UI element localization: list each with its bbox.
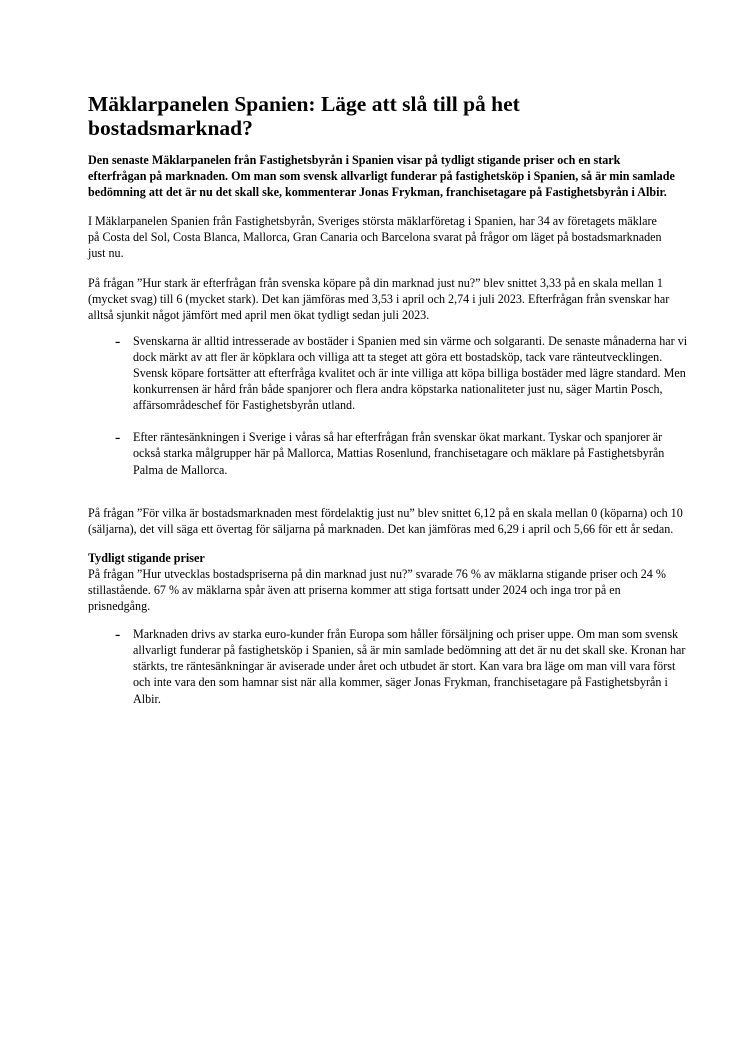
document-page [88, 92, 688, 723]
quote-frykman: Marknaden drivs av starka euro-kunder från Europa som håller försäljning och priser uppe. Om man som svensk allvarligt funderar på fastighetsköp i Spanien, så är min samlade bedömning att det är nu det skall ske. Kronan har stärkts, tre räntesänkningar är aviserade under året och utbudet är stort. Kan vara bra läge om man vill vara först och inte vara den som hamnar sist när alla kommer, säger Jonas Frykman, franchisetagare på Fastighetsbyrån i Albir. [133, 627, 686, 706]
article-lead: Den senaste Mäklarpanelen från Fastighetsbyrån i Spanien visar på tydligt stigande priser och en stark efterfrågan på marknaden. Om man som svensk allvarligt funderar på fastighetsköp i Spanien, så är min samlade bedömning att det är nu det skall ske, kommenterar Jonas Frykman, franchisetagare på Fastighetsbyrån i Albir. [88, 153, 675, 200]
quote-posch: Svenskarna är alltid intresserade av bostäder i Spanien med sin värme och solgaranti. De senaste månaderna har vi dock märkt av att fler är köpklara och villiga att ta steget att göra ett bostadsköp, tack vare ränteutvecklingen. Svensk köpare fortsätter att efterfråga kvalitet och är inte villiga att köpa billiga bostäder med lägre standard. Men konkurrensen är hård från både spanjorer och flera andra köpstarka nationaliteter just nu, säger Martin Posch, affärsområdeschef för Fastighetsbyrån utland. [133, 333, 688, 413]
quote-bullet-frykman [88, 626, 688, 706]
paragraph-intro: I Mäklarpanelen Spanien från Fastighetsbyrån, Sveriges största mäklarföretag i Spanien, har 34 av företagets mäklare på Costa del Sol, Costa Blanca, Mallorca, Gran Canaria och Barcelona svarat på frågor om läget på bostadsmarknaden just nu. [88, 214, 662, 261]
quote-rosenlund: Efter räntesänkningen i Sverige i våras så har efterfrågan från svenskar ökat markant. Tyskar och spanjorer är också starka målgrupper här på Mallorca, Mattias Rosenlund, franchisetagare och mäklare på Fastighetsbyrån Palma de Mallorca. [133, 430, 665, 477]
bullet-dash: - [115, 626, 121, 644]
subheading-prices: Tydligt stigande priser [88, 550, 205, 565]
bullet-dash: - [115, 429, 121, 447]
bullet-dash: - [115, 332, 121, 350]
quote-bullet-posch [88, 333, 688, 413]
paragraph-demand: På frågan ”Hur stark är efterfrågan från svenska köpare på din marknad just nu?” blev snittet 3,33 på en skala mellan 1 (mycket svag) till 6 (mycket stark). Det kan jämföras med 3,53 i april och 2,74 i juli 2023. Efterfrågan från svenskar har alltså sjunkit något jämfört med april men ökat tydligt sedan juli 2023. [88, 275, 670, 322]
quote-bullet-rosenlund [88, 429, 688, 477]
article-title: Mäklarpanelen Spanien: Läge att slå till på het bostadsmarknad? [88, 92, 520, 140]
paragraph-prices: På frågan ”Hur utvecklas bostadspriserna på din marknad just nu?” svarade 76 % av mäklarna stigande priser och 24 % stillastående. 67 % av mäklarna spår även att priserna kommer att stiga fortsatt under 2024 och inga tror på en prisnedgång. [88, 566, 666, 614]
paragraph-market-balance: På frågan ”För vilka är bostadsmarknaden mest fördelaktig just nu” blev snittet 6,12 på en skala mellan 0 (köparna) och 10 (säljarna), det vill säga ett övertag för säljarna på marknaden. Det kan jämföras med 6,29 i april och 5,66 för ett år sedan. [88, 505, 683, 536]
